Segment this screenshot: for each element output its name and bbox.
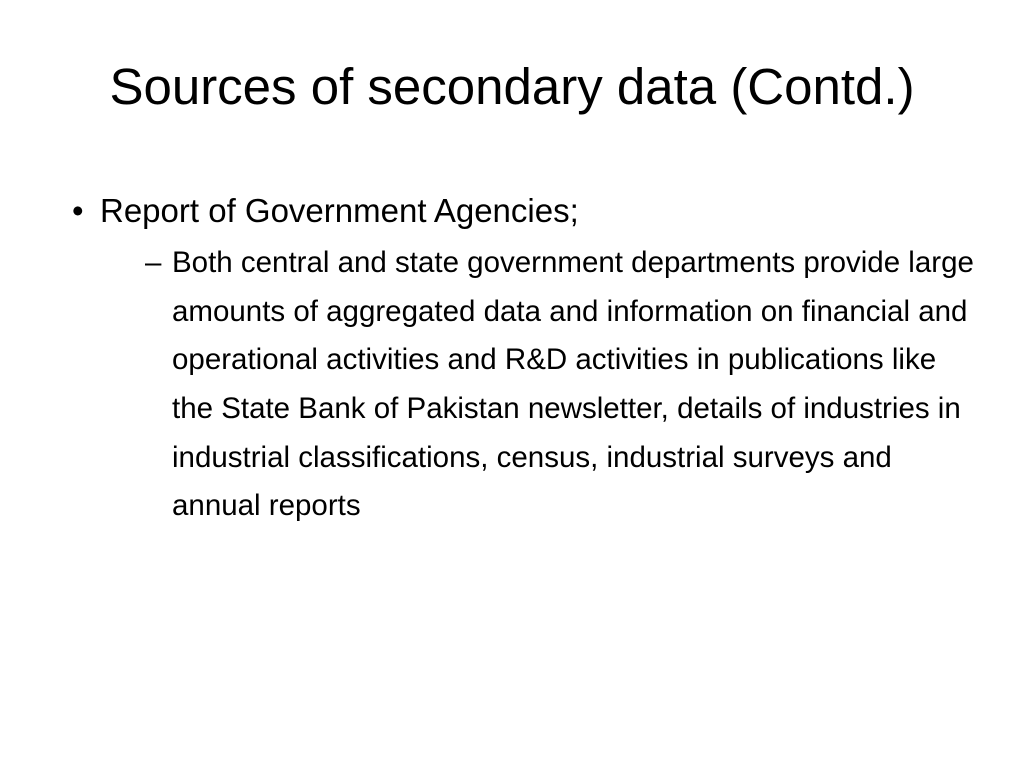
sub-bullet-text: Both central and state government departments provide large amounts of aggregated data and information on financial and operational activities and R&D activities in publications like the State Bank of Pakistan newsletter, details of industries in industrial classifications, census, industrial surveys and annual reports xyxy=(172,245,974,523)
slide-title: Sources of secondary data (Contd.) xyxy=(109,58,915,115)
sub-bullet-item xyxy=(145,239,982,531)
bullet-dot-icon: • xyxy=(72,192,84,229)
bullet-text: Report of Government Agencies; xyxy=(100,192,579,229)
slide-content xyxy=(72,190,982,531)
dash-bullet-icon: – xyxy=(145,245,162,279)
bullet-item xyxy=(72,190,982,233)
